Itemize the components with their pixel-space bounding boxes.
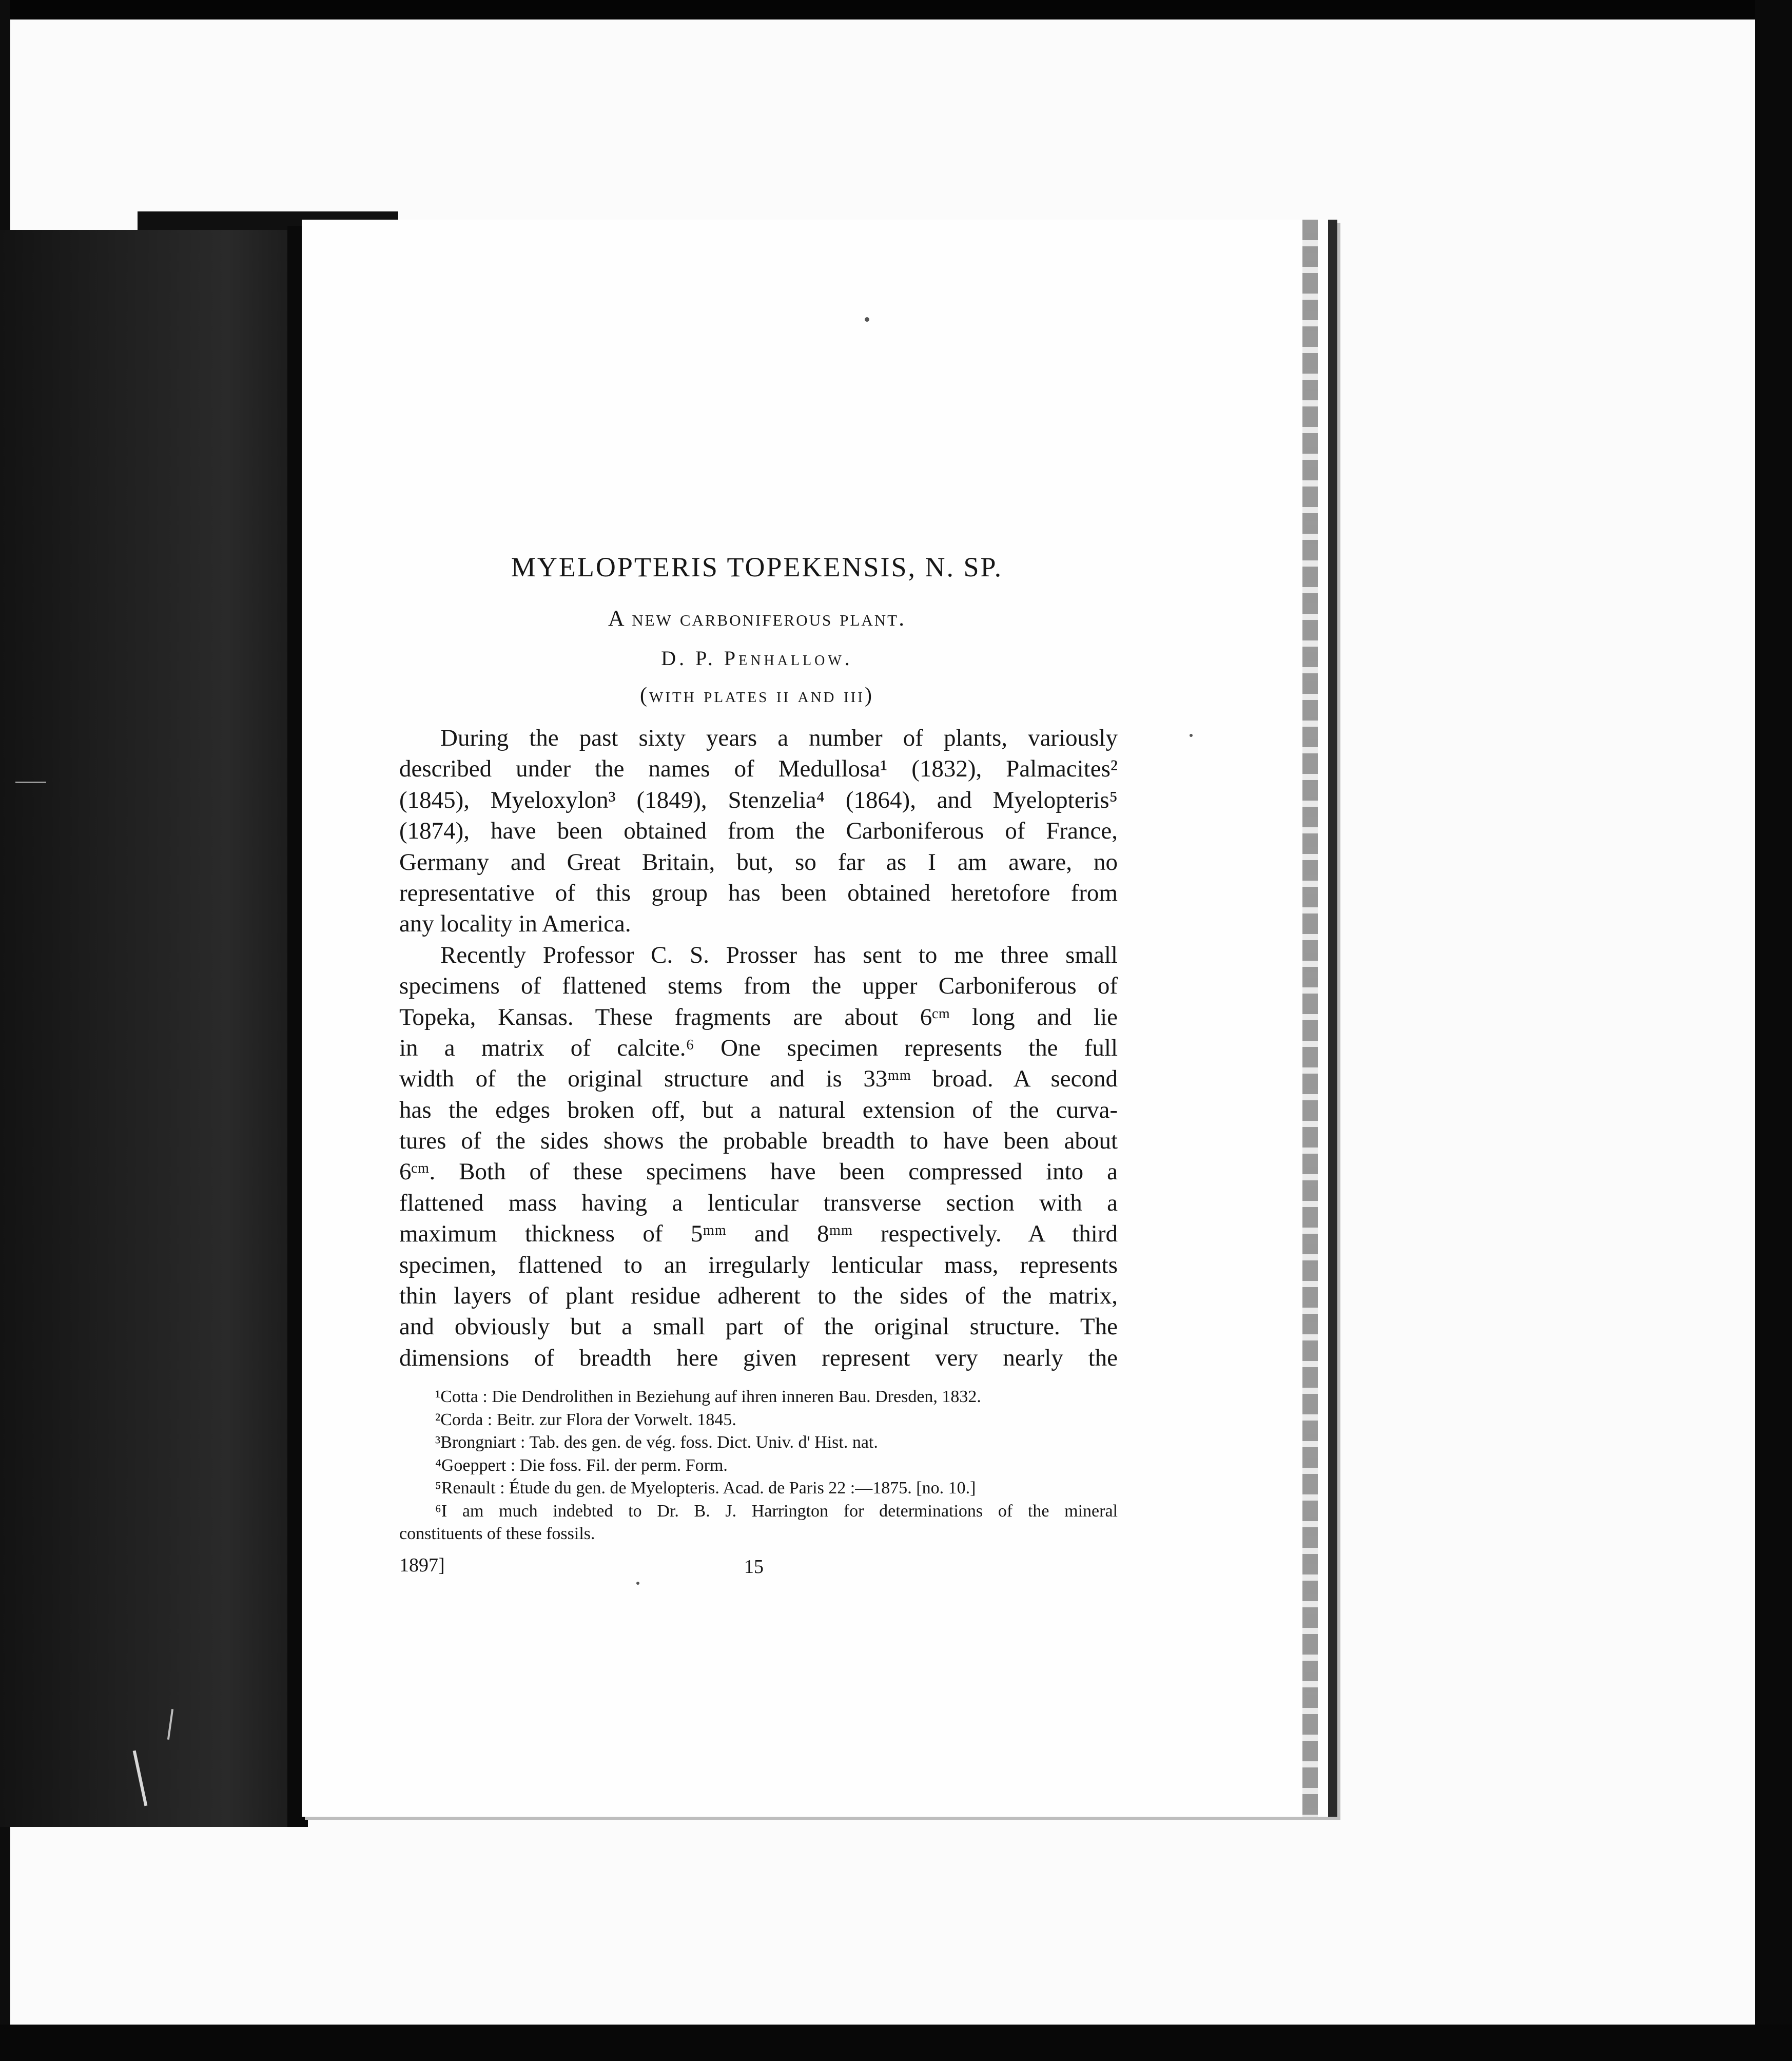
body-line: 6ᶜᵐ. Both of these specimens have been compressed into a [399, 1158, 1118, 1185]
body-line: has the edges broken off, but a natural extension of the curva- [399, 1096, 1118, 1123]
footnote: ³Brongniart : Tab. des gen. de vég. foss. Dict. Univ. d' Hist. nat. [435, 1433, 878, 1452]
page-edge [1302, 220, 1318, 1817]
binding-mark [15, 772, 46, 783]
footnote: ²Corda : Beitr. zur Flora der Vorwelt. 1845. [435, 1410, 736, 1429]
body-line: (1845), Myeloxylon³ (1849), Stenzelia⁴ (1864), and Myelopteris⁵ [399, 786, 1118, 813]
footnote: ¹Cotta : Die Dendrolithen in Beziehung auf ihren inneren Bau. Dresden, 1832. [435, 1387, 981, 1406]
footnote: ⁵Renault : Étude du gen. de Myelopteris. Acad. de Paris 22 :—1875. [no. 10.] [435, 1479, 976, 1498]
page-number: 15 [744, 1556, 764, 1578]
body-line: flattened mass having a lenticular transverse section with a [399, 1189, 1118, 1216]
plates-note: (with plates ii and iii) [640, 684, 874, 707]
body-line: Topeka, Kansas. These fragments are about 6ᶜᵐ long and lie [399, 1003, 1118, 1030]
footnotes [399, 1386, 1118, 1546]
footnote: constituents of these fossils. [399, 1524, 595, 1543]
ink-speck [636, 1582, 639, 1585]
body-line: During the past sixty years a number of plants, variously [440, 725, 1118, 751]
body-line: tures of the sides shows the probable breadth to have been about [399, 1127, 1118, 1155]
article-title: MYELOPTERIS TOPEKENSIS, N. SP. [511, 552, 1003, 582]
scan-border-bottom [0, 2025, 1792, 2061]
body-line: width of the original structure and is 33ᵐᵐ broad. A second [399, 1065, 1118, 1093]
body-line: Recently Professor C. S. Prosser has sent to me three small [440, 941, 1118, 968]
body-line: maximum thickness of 5ᵐᵐ and 8ᵐᵐ respectively. A third [399, 1220, 1118, 1248]
body-line: any locality in America. [399, 910, 631, 938]
scan-border-top [0, 0, 1792, 20]
body-line: thin layers of plant residue adherent to the sides of the matrix, [399, 1282, 1118, 1310]
body-line: representative of this group has been obtained heretofore from [399, 879, 1118, 906]
body-line: described under the names of Medullosa¹ (1832), Palmacites² [399, 755, 1118, 783]
ink-speck [1190, 734, 1193, 737]
body-line: in a matrix of calcite.⁶ One specimen represents the full [399, 1034, 1118, 1061]
footnote: ⁴Goeppert : Die foss. Fil. der perm. Form. [435, 1455, 728, 1475]
issue-year: 1897] [399, 1554, 445, 1576]
body-text [399, 723, 1118, 1373]
book-binding [0, 230, 303, 1827]
body-line: specimen, flattened to an irregularly lenticular mass, represents [399, 1251, 1118, 1278]
footnote: ⁶I am much indebted to Dr. B. J. Harrington for determinations of the mineral [435, 1501, 1118, 1521]
body-line: dimensions of breadth here given represent very nearly the [399, 1344, 1118, 1371]
article-author: D. P. Penhallow. [661, 647, 853, 670]
body-line: Germany and Great Britain, but, so far as I am aware, no [399, 848, 1118, 876]
body-line: and obviously but a small part of the original structure. The [399, 1313, 1118, 1340]
ink-speck [865, 317, 869, 322]
body-line: (1874), have been obtained from the Carboniferous of France, [399, 818, 1118, 845]
body-line: specimens of flattened stems from the upper Carboniferous of [399, 973, 1118, 1000]
article-subtitle: A new carboniferous plant. [608, 606, 906, 631]
scan-border-right [1755, 0, 1792, 2061]
